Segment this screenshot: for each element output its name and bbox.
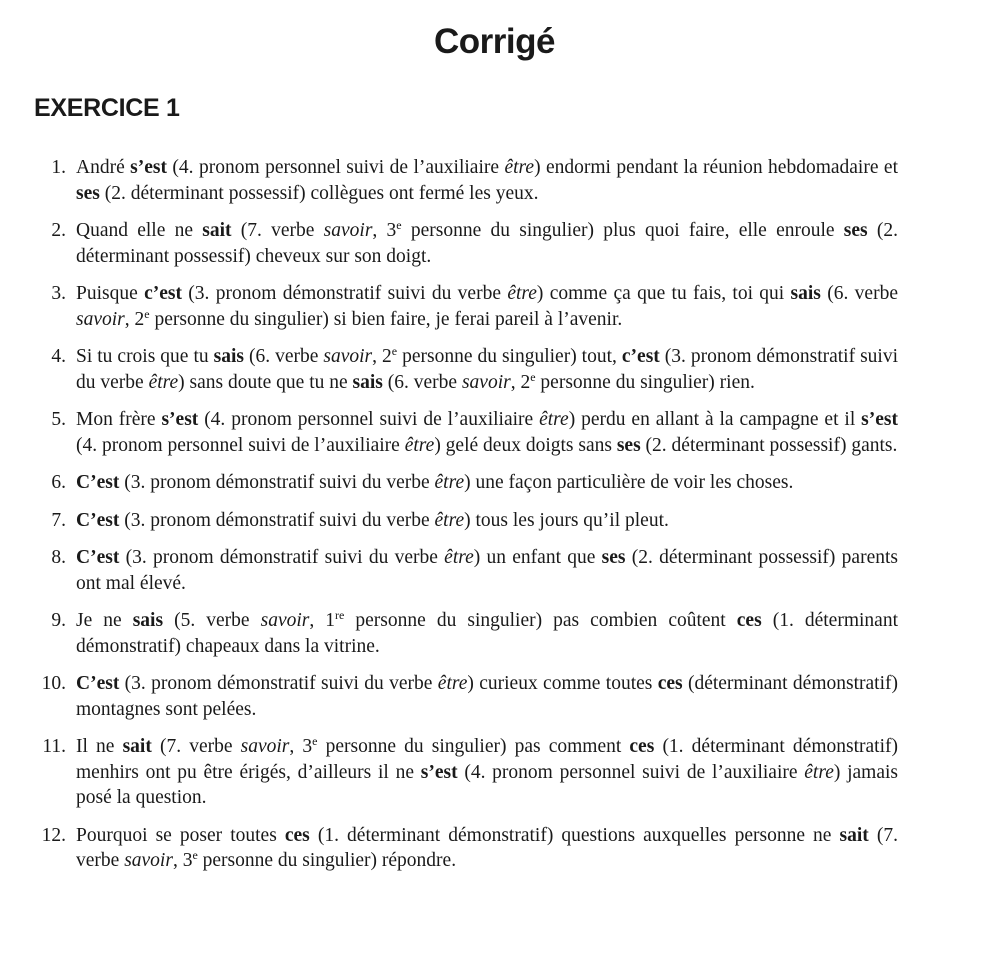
text-run: personne du singulier) pas comment [317, 736, 630, 757]
italic-term: être [404, 434, 435, 456]
answer-word: ces [736, 610, 762, 631]
text-run: (7. verbe [231, 220, 324, 241]
text-run: (3. pronom démonstratif suivi du verbe [119, 673, 438, 694]
text-run: ) comme ça que tu fais, toi qui [536, 283, 791, 304]
item-text [76, 510, 669, 531]
item-text [76, 736, 898, 808]
list-item [0, 344, 898, 395]
text-run: (6. verbe [243, 346, 324, 367]
italic-term: être [507, 283, 537, 304]
list-item [0, 608, 898, 659]
ordinal-suffix: e [144, 306, 150, 321]
item-text [76, 409, 898, 456]
text-run: , 1 [309, 610, 336, 631]
list-item [0, 734, 898, 811]
italic-term: être [148, 371, 179, 393]
item-number: 8. [51, 547, 66, 568]
item-number: 10. [41, 673, 66, 694]
answer-word: sais [790, 283, 821, 304]
item-text [76, 610, 898, 657]
text-run: (7. verbe [151, 736, 241, 757]
text-run: Je ne [76, 610, 133, 631]
italic-term: être [434, 509, 465, 531]
answer-word: ces [629, 736, 655, 757]
answer-word: ses [601, 547, 626, 568]
text-run: (4. pronom personnel suivi de l’auxiliaire [76, 434, 405, 456]
item-number: 3. [51, 283, 66, 304]
text-run: Quand elle ne [76, 220, 203, 241]
text-run: (1. déterminant démonstratif) menhirs ont pu être érigés, d’ailleurs il ne [76, 736, 898, 783]
item-text [76, 547, 898, 594]
list-item [0, 470, 898, 496]
item-number: 5. [51, 409, 66, 430]
answer-word: s’est [130, 157, 167, 178]
answer-word: c’est [621, 346, 660, 367]
italic-term: être [437, 673, 468, 694]
text-run: ) tous les jours qu’il pleut. [464, 509, 669, 531]
answer-word: sais [352, 371, 383, 393]
answer-word: ces [657, 673, 683, 694]
italic-term: être [539, 409, 569, 430]
list-item [0, 407, 898, 458]
item-text [76, 346, 898, 393]
answer-word: s’est [420, 761, 458, 783]
text-run: (3. pronom démonstratif suivi du verbe [76, 346, 899, 393]
text-run: André [76, 157, 131, 178]
ordinal-suffix: e [396, 218, 402, 232]
answer-word: ces [284, 824, 310, 846]
answer-word: C’est [76, 509, 120, 531]
text-run: (5. verbe [163, 610, 261, 631]
answer-word: ses [843, 220, 868, 241]
item-number: 4. [51, 346, 66, 367]
item-text [76, 673, 898, 720]
text-run: ) gelé deux doigts sans [434, 434, 617, 456]
text-run: Pourquoi se poser toutes [76, 824, 285, 846]
item-text [76, 825, 898, 872]
list-item [0, 671, 898, 722]
answer-list [0, 155, 989, 886]
text-run: ) un enfant que [473, 547, 602, 568]
page-title: Corrigé [434, 22, 555, 61]
answer-word: C’est [76, 673, 120, 694]
text-run: Mon frère [76, 409, 162, 430]
text-run: , 2 [372, 346, 392, 367]
italic-term: savoir [323, 346, 373, 367]
answer-word: C’est [76, 472, 120, 493]
text-run: ) endormi pendant la réunion hebdomadaire et [534, 157, 899, 178]
answer-word: sait [202, 220, 232, 241]
text-run: (2. déterminant possessif) collègues ont fermé les yeux. [99, 182, 539, 204]
italic-term: savoir [240, 736, 290, 757]
italic-term: être [804, 761, 834, 783]
text-run: ) jamais posé la question. [76, 761, 898, 808]
item-text [76, 157, 898, 204]
item-number: 9. [51, 610, 66, 631]
text-run: (1. déterminant démonstratif) questions auxquelles personne ne [309, 824, 840, 846]
text-run: ) sans doute que tu ne [178, 371, 353, 393]
text-run: (3. pronom démonstratif suivi du verbe [119, 547, 445, 568]
text-run: Il ne [76, 736, 123, 757]
item-number: 11. [42, 736, 66, 757]
item-text [76, 283, 898, 330]
text-run: (3. pronom démonstratif suivi du verbe [119, 472, 435, 493]
text-run: Puisque [76, 283, 145, 304]
text-run: (2. déterminant possessif) parents ont mal élevé. [76, 547, 898, 594]
text-run: (4. pronom personnel suivi de l’auxiliaire [457, 761, 805, 783]
list-item [0, 823, 898, 874]
list-item [0, 545, 898, 596]
section-heading: EXERCICE 1 [34, 94, 180, 122]
text-run: (3. pronom démonstratif suivi du verbe [119, 509, 435, 531]
text-run: , 3 [289, 736, 313, 757]
italic-term: être [444, 547, 474, 568]
ordinal-suffix: e [530, 369, 536, 384]
text-run: ) curieux comme toutes [467, 673, 658, 694]
italic-term: savoir [461, 371, 511, 393]
text-run: (3. pronom démonstratif suivi du verbe [181, 283, 508, 304]
text-run: ) une façon particulière de voir les choses. [464, 472, 794, 493]
ordinal-suffix: e [312, 734, 318, 748]
answer-word: c’est [144, 283, 182, 304]
text-run: personne du singulier) plus quoi faire, elle enroule [401, 220, 844, 241]
text-run: (4. pronom personnel suivi de l’auxiliaire [167, 157, 505, 178]
answer-word: s’est [161, 409, 199, 430]
list-item [0, 155, 898, 206]
text-run: personne du singulier) rien. [535, 371, 755, 393]
answer-word: sait [122, 736, 152, 757]
answer-word: s’est [861, 409, 898, 430]
answer-word: ses [616, 434, 641, 456]
text-run: ) perdu en allant à la campagne et il [568, 409, 862, 430]
italic-term: savoir [323, 220, 373, 241]
text-run: (7. verbe [76, 824, 898, 871]
text-run: , 3 [172, 850, 193, 871]
italic-term: être [434, 472, 465, 493]
item-number: 7. [51, 509, 66, 531]
answer-word: sais [132, 610, 164, 631]
text-run: (2. déterminant possessif) cheveux sur son doigt. [76, 220, 898, 267]
text-run: (6. verbe [820, 283, 898, 304]
italic-term: savoir [124, 850, 173, 871]
text-run: Si tu crois que tu [76, 346, 214, 367]
answer-word: ses [76, 182, 100, 204]
text-run: personne du singulier) tout, [397, 346, 622, 367]
italic-term: savoir [260, 610, 310, 631]
answer-word: sait [839, 824, 869, 846]
text-run: (déterminant démonstratif) montagnes sont pelées. [76, 673, 898, 720]
ordinal-suffix: e [192, 848, 198, 862]
text-run: personne du singulier) répondre. [197, 850, 457, 871]
list-item [0, 508, 898, 534]
item-text [76, 220, 898, 267]
ordinal-suffix: re [335, 608, 345, 622]
item-text [76, 472, 793, 493]
text-run: (1. déterminant démonstratif) chapeaux dans la vitrine. [76, 610, 898, 657]
ordinal-suffix: e [391, 344, 398, 358]
text-run: , 2 [124, 308, 145, 330]
item-number: 2. [51, 220, 66, 241]
text-run: , 2 [510, 371, 531, 393]
answer-word: C’est [76, 547, 120, 568]
italic-term: savoir [76, 308, 125, 330]
text-run: , 3 [372, 220, 397, 241]
text-run: personne du singulier) pas combien coûtent [344, 610, 737, 631]
text-run: (6. verbe [382, 371, 462, 393]
text-run: (4. pronom personnel suivi de l’auxiliaire [198, 409, 540, 430]
list-item [0, 218, 898, 269]
italic-term: être [504, 157, 535, 178]
text-run: personne du singulier) si bien faire, je ferai pareil à l’avenir. [149, 308, 623, 330]
list-item [0, 281, 898, 332]
text-run: (2. déterminant possessif) gants. [640, 434, 898, 456]
answer-word: sais [213, 346, 244, 367]
item-number: 12. [41, 824, 66, 846]
item-number: 1. [51, 157, 66, 178]
item-number: 6. [51, 472, 66, 493]
